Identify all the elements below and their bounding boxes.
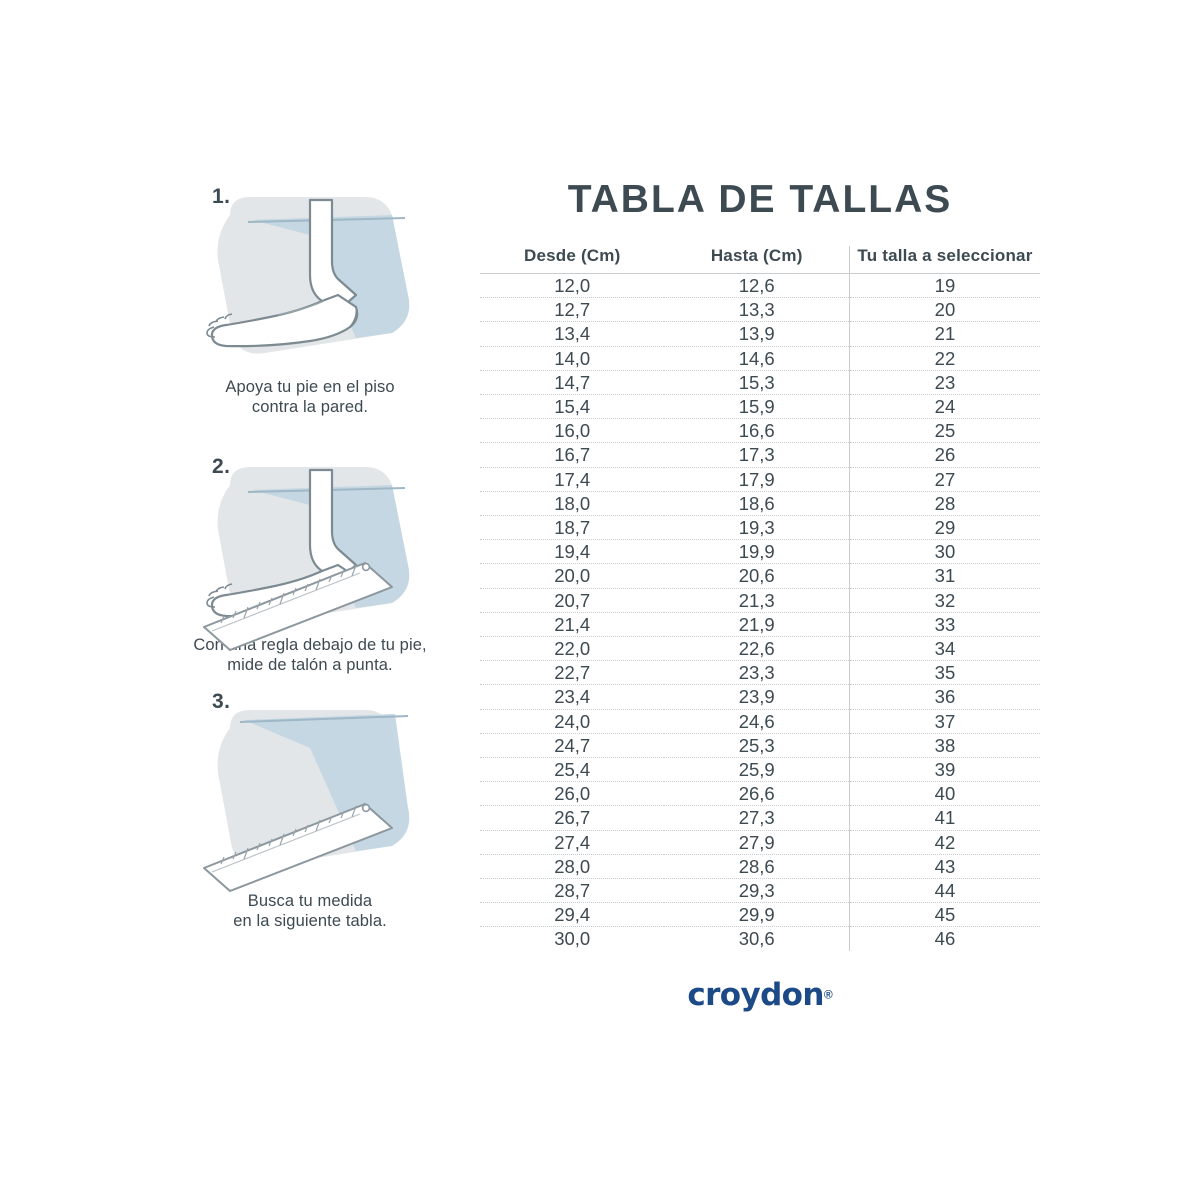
column-header-talla: Tu talla a seleccionar [849,246,1040,274]
cell-hasta: 25,9 [664,758,849,782]
cell-desde: 29,4 [480,903,664,927]
cell-talla: 22 [849,346,1040,370]
cell-talla: 19 [849,274,1040,298]
table-row [480,516,1040,540]
table-row [480,733,1040,757]
foot-against-wall-illustration [160,175,460,375]
brand-name: croydon [687,976,824,1013]
cell-hasta: 22,6 [664,637,849,661]
cell-talla: 37 [849,709,1040,733]
brand-logo [480,977,1040,1013]
table-row [480,685,1040,709]
cell-desde: 22,0 [480,637,664,661]
cell-hasta: 29,9 [664,903,849,927]
cell-desde: 20,0 [480,564,664,588]
step-1-number: 1. [212,185,231,208]
cell-talla: 24 [849,395,1040,419]
cell-hasta: 12,6 [664,274,849,298]
cell-talla: 42 [849,830,1040,854]
cell-talla: 31 [849,564,1040,588]
cell-hasta: 13,3 [664,298,849,322]
table-row [480,564,1040,588]
table-row [480,370,1040,394]
table-row [480,854,1040,878]
cell-talla: 25 [849,419,1040,443]
table-row [480,637,1040,661]
cell-talla: 43 [849,854,1040,878]
step-2-number: 2. [212,455,231,479]
cell-talla: 41 [849,806,1040,830]
table-row [480,903,1040,927]
cell-desde: 14,0 [480,346,664,370]
page-title: TABLA DE TALLAS [567,178,953,221]
table-row [480,346,1040,370]
cell-hasta: 19,3 [664,516,849,540]
cell-talla: 45 [849,903,1040,927]
cell-hasta: 30,6 [738,928,775,950]
cell-desde: 18,7 [480,516,664,540]
cell-hasta: 27,9 [664,830,849,854]
cell-hasta: 19,9 [664,540,849,564]
size-table-body [480,274,1040,951]
cell-hasta: 17,9 [664,467,849,491]
step-2 [160,445,460,675]
cell-hasta: 15,9 [664,395,849,419]
step-3-caption-line2: en la siguiente tabla. [233,911,387,930]
step-3 [160,690,460,931]
cell-hasta: 29,3 [664,879,849,903]
column-header-hasta: Hasta (Cm) [664,246,849,274]
cell-hasta: 17,3 [664,443,849,467]
cell-desde: 24,7 [480,733,664,757]
table-row [480,758,1040,782]
cell-hasta: 21,9 [664,612,849,636]
cell-desde: 14,7 [480,370,664,394]
cell-desde: 27,4 [480,830,664,854]
step-2-caption-line2: mide de talón a punta. [227,656,393,675]
cell-hasta: 18,6 [664,491,849,515]
cell-talla: 23 [849,370,1040,394]
cell-desde: 21,4 [480,612,664,636]
cell-hasta: 16,6 [664,419,849,443]
cell-talla: 27 [849,467,1040,491]
cell-talla: 40 [849,782,1040,806]
size-table-column [480,178,1040,1013]
table-row [480,588,1040,612]
table-row [480,709,1040,733]
cell-hasta: 14,6 [664,346,849,370]
cell-hasta: 23,9 [664,685,849,709]
cell-desde: 18,0 [480,491,664,515]
cell-talla: 32 [849,588,1040,612]
cell-desde: 20,7 [480,588,664,612]
instructions-column [160,175,460,937]
step-3-caption-line1: Busca tu medida [247,891,373,910]
step-1-caption-line1: Apoya tu pie en el piso [225,378,395,396]
column-header-desde: Desde (Cm) [480,246,664,274]
cell-talla: 33 [849,612,1040,636]
table-row [480,612,1040,636]
table-row [480,782,1040,806]
cell-hasta: 15,3 [664,370,849,394]
cell-talla: 36 [849,685,1040,709]
step-1-caption [160,377,460,417]
cell-desde: 30,0 [554,928,591,950]
cell-desde: 26,0 [480,782,664,806]
cell-hasta: 13,9 [664,322,849,346]
cell-hasta: 23,3 [664,661,849,685]
cell-talla: 21 [849,322,1040,346]
cell-talla: 30 [849,540,1040,564]
cell-desde: 15,4 [480,395,664,419]
cell-hasta: 27,3 [664,806,849,830]
cell-desde: 24,0 [480,709,664,733]
cell-desde: 25,4 [480,758,664,782]
cell-desde: 17,4 [480,467,664,491]
cell-hasta: 20,6 [664,564,849,588]
table-row [480,806,1040,830]
step-2-caption-line1: Con una regla debajo de tu pie, [193,636,427,655]
table-row [480,927,1040,951]
cell-talla: 34 [849,637,1040,661]
cell-talla: 39 [849,758,1040,782]
cell-talla: 26 [849,443,1040,467]
step-1-caption-line2: contra la pared. [251,398,369,417]
table-row [480,443,1040,467]
cell-desde: 28,0 [480,854,664,878]
size-table [480,246,1040,951]
step-3-number: 3. [212,689,231,713]
cell-talla: 38 [849,733,1040,757]
table-row [480,540,1040,564]
cell-desde: 12,7 [480,298,664,322]
cell-desde: 16,0 [480,419,664,443]
table-row [480,661,1040,685]
cell-desde: 28,7 [480,879,664,903]
table-row [480,395,1040,419]
cell-hasta: 24,6 [664,709,849,733]
table-row [480,322,1040,346]
table-header-row [480,246,1040,274]
ruler-only-illustration [160,690,460,905]
cell-hasta: 21,3 [664,588,849,612]
table-row [480,419,1040,443]
cell-talla: 44 [849,879,1040,903]
table-row [480,879,1040,903]
table-row [480,274,1040,298]
registered-mark: ® [823,987,833,1002]
cell-talla: 46 [849,927,1040,951]
table-row [480,491,1040,515]
table-row [480,298,1040,322]
cell-desde: 16,7 [480,443,664,467]
step-1 [160,175,460,417]
cell-desde: 13,4 [480,322,664,346]
foot-on-ruler-illustration [160,445,460,645]
size-table-header [480,246,1040,274]
cell-talla: 28 [849,491,1040,515]
cell-talla: 35 [849,661,1040,685]
table-row [480,830,1040,854]
cell-hasta: 26,6 [664,782,849,806]
cell-hasta: 25,3 [664,733,849,757]
cell-desde: 12,0 [480,274,664,298]
table-row [480,467,1040,491]
cell-hasta: 28,6 [664,854,849,878]
cell-desde: 19,4 [480,540,664,564]
cell-talla: 29 [849,516,1040,540]
cell-desde: 22,7 [480,661,664,685]
cell-desde: 23,4 [480,685,664,709]
cell-desde: 26,7 [480,806,664,830]
cell-talla: 20 [849,298,1040,322]
